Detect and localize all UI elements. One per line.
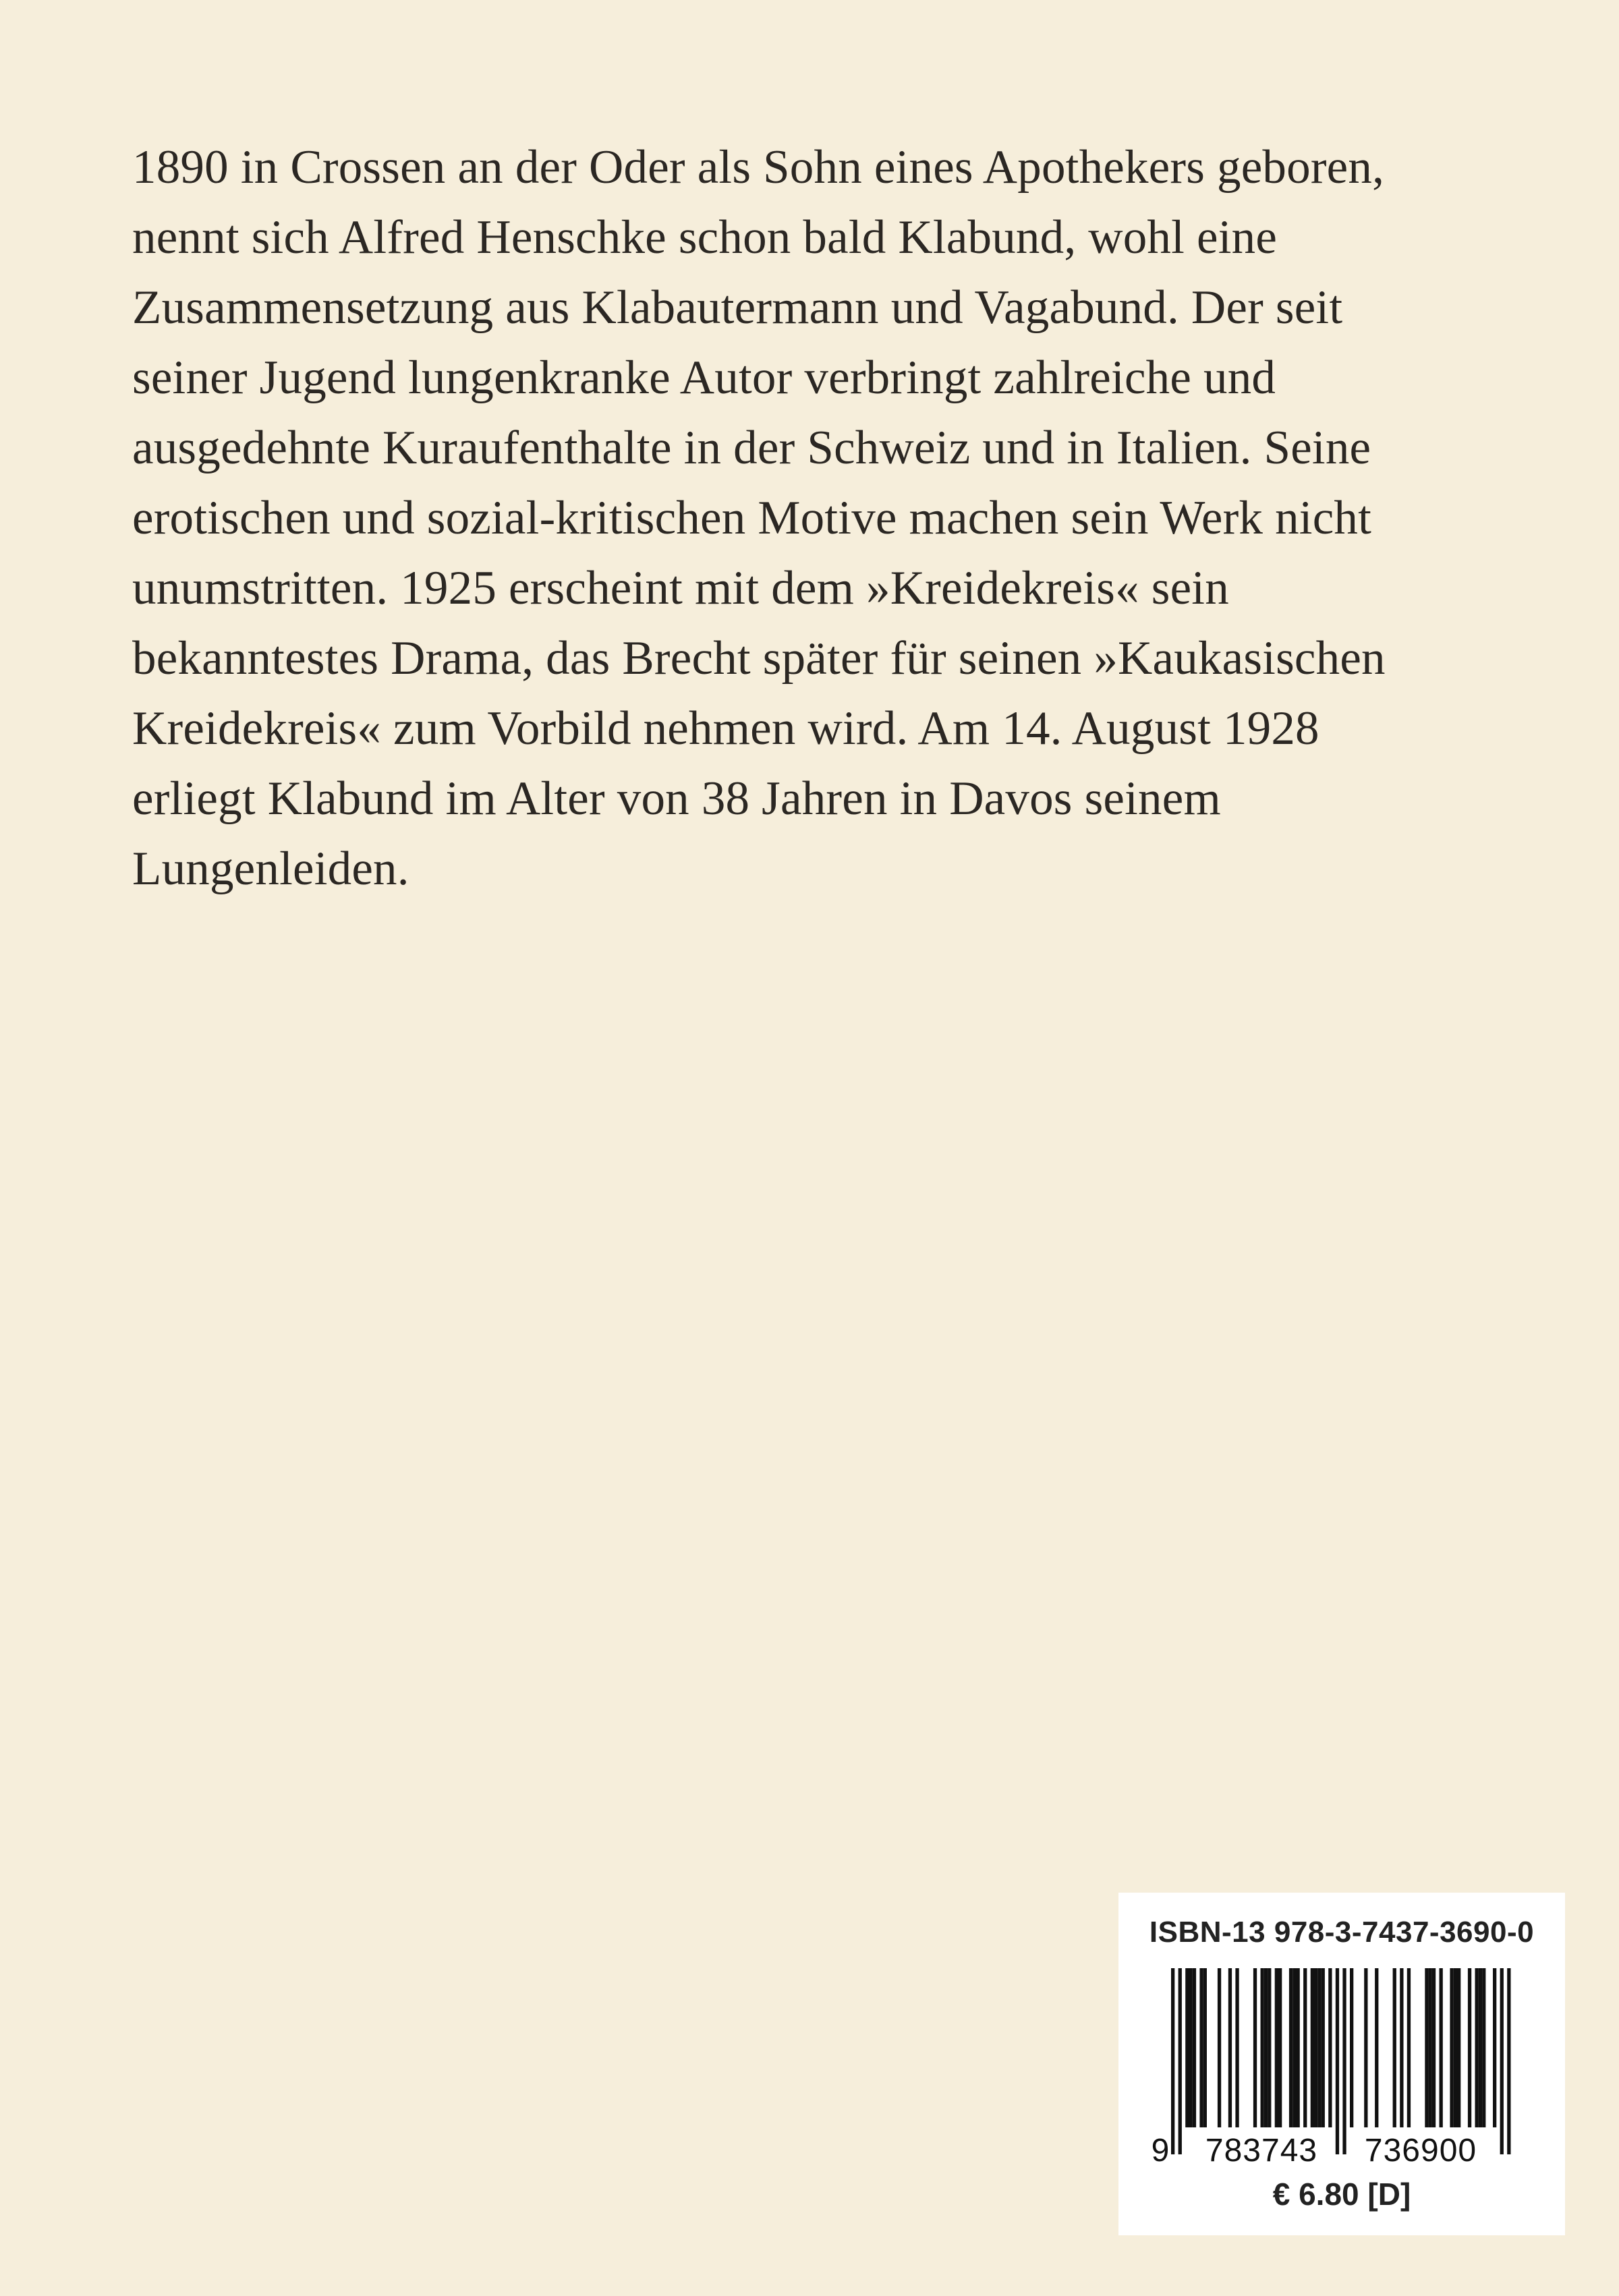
barcode-bar — [1297, 1968, 1300, 2127]
barcode-guard-bar — [1342, 1968, 1346, 2154]
barcode-bar — [1203, 1968, 1207, 2127]
barcode-bar — [1303, 1968, 1307, 2127]
barcode-bar — [1475, 1968, 1479, 2127]
barcode-bar — [1193, 1968, 1196, 2127]
barcode-guard-bar — [1500, 1968, 1504, 2154]
barcode-bar — [1275, 1968, 1278, 2127]
barcode-guard-bar — [1336, 1968, 1339, 2154]
barcode-bar — [1468, 1968, 1471, 2127]
barcode-bar — [1350, 1968, 1353, 2127]
barcode-bar — [1432, 1968, 1436, 2127]
barcode-bar — [1407, 1968, 1411, 2127]
biography-line: seiner Jugend lungenkranke Autor verbringt zahlreiche und — [132, 351, 1276, 404]
isbn-label: ISBN-13 978-3-7437-3690-0 — [1149, 1916, 1535, 1949]
barcode-bars — [1171, 1968, 1511, 2154]
biography-line: erotischen und sozial-kritischen Motive machen sein Werk nicht — [132, 492, 1372, 544]
barcode-bar — [1253, 1968, 1257, 2127]
barcode-bar — [1429, 1968, 1432, 2127]
barcode-bar — [1268, 1968, 1271, 2127]
barcode-guard-bar — [1178, 1968, 1182, 2154]
biography-line: unumstritten. 1925 erscheint mit dem »Kreidekreis« sein — [132, 562, 1229, 614]
barcode-bar — [1289, 1968, 1293, 2127]
barcode-bar — [1199, 1968, 1203, 2127]
barcode-bar — [1450, 1968, 1453, 2127]
biography-line: Lungenleiden. — [132, 842, 409, 895]
barcode-bar — [1322, 1968, 1325, 2127]
price-label: € 6.80 [D] — [1272, 2177, 1411, 2212]
barcode-bar — [1440, 1968, 1443, 2127]
barcode-bar — [1261, 1968, 1264, 2127]
barcode-right-digits: 736900 — [1364, 2133, 1477, 2165]
biography-line: nennt sich Alfred Henschke schon bald Klabund, wohl eine — [132, 211, 1278, 264]
barcode-bar — [1311, 1968, 1314, 2127]
barcode-first-digit: 9 — [1151, 2133, 1170, 2165]
author-biography-text — [132, 132, 1508, 904]
barcode-bar — [1293, 1968, 1296, 2127]
barcode-bar — [1493, 1968, 1496, 2127]
barcode-graphic — [1151, 1968, 1533, 2165]
isbn-barcode-box — [1118, 1893, 1565, 2235]
biography-line: Zusammensetzung aus Klabautermann und Vagabund. Der seit — [132, 281, 1343, 334]
barcode — [1151, 1968, 1533, 2165]
biography-line: Kreidekreis« zum Vorbild nehmen wird. Am 14. August 1928 — [132, 702, 1319, 755]
barcode-bar — [1375, 1968, 1378, 2127]
barcode-bar — [1393, 1968, 1396, 2127]
barcode-bar — [1314, 1968, 1317, 2127]
barcode-bar — [1189, 1968, 1193, 2127]
biography-line: ausgedehnte Kuraufenthalte in der Schweiz und in Italien. Seine — [132, 422, 1371, 474]
barcode-bar — [1328, 1968, 1332, 2127]
biography-line: bekanntestes Drama, das Brecht später für seinen »Kaukasischen — [132, 632, 1386, 685]
barcode-bar — [1228, 1968, 1232, 2127]
barcode-bar — [1400, 1968, 1403, 2127]
barcode-bar — [1278, 1968, 1282, 2127]
barcode-bar — [1364, 1968, 1367, 2127]
barcode-guard-bar — [1507, 1968, 1510, 2154]
barcode-guard-bar — [1171, 1968, 1174, 2154]
barcode-bar — [1482, 1968, 1485, 2127]
biography-line: 1890 in Crossen an der Oder als Sohn eines Apothekers geboren, — [132, 141, 1385, 194]
barcode-bar — [1479, 1968, 1482, 2127]
barcode-bar — [1457, 1968, 1460, 2127]
barcode-bar — [1264, 1968, 1268, 2127]
barcode-bar — [1235, 1968, 1239, 2127]
barcode-bar — [1425, 1968, 1428, 2127]
biography-line: erliegt Klabund im Alter von 38 Jahren in Davos seinem — [132, 772, 1221, 825]
barcode-left-digits: 783743 — [1205, 2133, 1318, 2165]
barcode-bar — [1218, 1968, 1221, 2127]
barcode-bar — [1454, 1968, 1457, 2127]
barcode-bar — [1317, 1968, 1321, 2127]
barcode-bar — [1185, 1968, 1189, 2127]
